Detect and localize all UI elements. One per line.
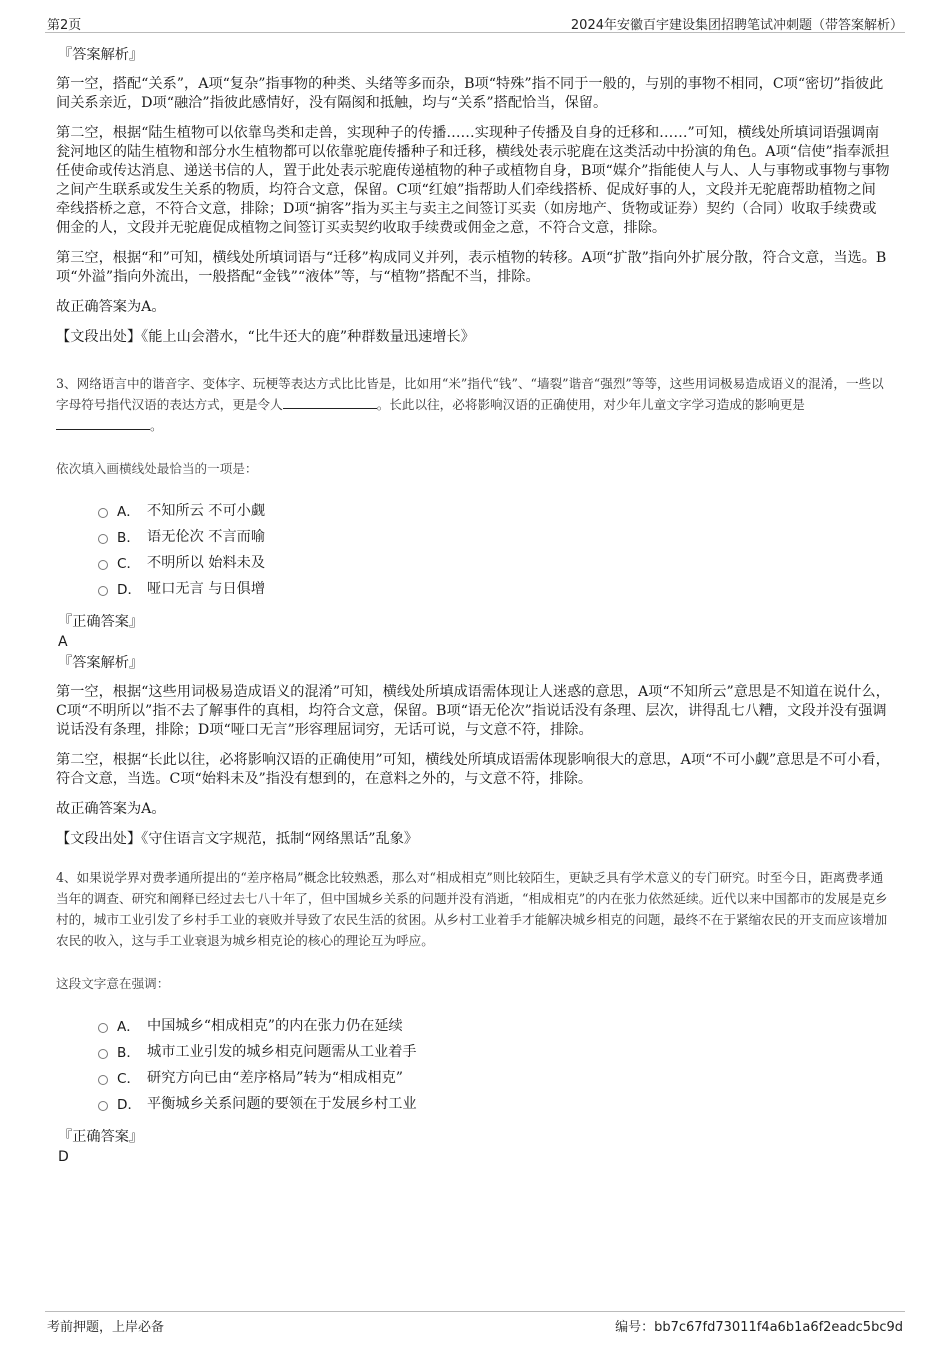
document-id: 编号：bb7c67fd73011f4a6b1a6f2eadc5bc9d: [615, 1320, 903, 1335]
radio-icon[interactable]: [98, 508, 108, 518]
q4-options: [98, 1012, 890, 1116]
q4-stem: 4、如果说学界对费孝通所提出的“差序格局”概念比较熟悉，那么对“相成相克”则比较陌生，更缺乏具有学术意义的专门研究。时至今日，距离费孝通当年的调查、研究和阐释已经过去七八十年了，但中国城乡关系的问题并没有消逝，“相成相克”的内在张力依然延续。近代以来中国都市的发展是克乡村的，城市工业引发了乡村手工业的衰败并导致了农民生活的贫困。从乡村工业着手才能解决城乡相克的问题，最终不在于紧缩农民的开支而应该增加农民的收入，这与手工业衰退为城乡相克论的核心的理论互为呼应。: [56, 870, 888, 948]
q3-analysis-p2: 第二空，根据“长此以往，必将影响汉语的正确使用”可知，横线处所填成语需体现影响很大的意思，A项“不可小觑”意思是不可小看，符合文意，当选。C项“始料未及”指没有想到的，在意料之外的，与文意不符，排除。: [56, 752, 890, 787]
q3-blank-2: [56, 417, 150, 430]
q2-analysis-p3: 第三空，根据“和”可知，横线处所填词语与“迁移”构成同义并列，表示植物的转移。A项“扩散”指向外扩展分散，符合文意，当选。B项“外溢”指向外流出，一般搭配“金钱”“液体”等，与“植物”搭配不当，排除。: [56, 250, 887, 285]
q3-instruction: 依次填入画横线处最恰当的一项是：: [56, 461, 258, 476]
q3-option-d[interactable]: D． 哑口无言 与日俱增: [98, 575, 890, 601]
q4-instruction: 这段文字意在强调：: [56, 976, 170, 991]
q4-answer: D: [58, 1149, 69, 1165]
radio-icon[interactable]: [98, 560, 108, 570]
radio-icon[interactable]: [98, 1075, 108, 1085]
page-header: [45, 14, 905, 33]
q2-analysis-heading: 『答案解析』: [58, 47, 144, 63]
q4-option-c[interactable]: C． 研究方向已由“差序格局”转为“相成相克”: [98, 1064, 890, 1090]
radio-icon[interactable]: [98, 534, 108, 544]
q3-option-a[interactable]: A． 不知所云 不可小觑: [98, 497, 890, 523]
page-number: 第2页: [47, 18, 82, 33]
document-title: 2024年安徽百宇建设集团招聘笔试冲刺题（带答案解析）: [570, 18, 903, 33]
q4-option-d[interactable]: D． 平衡城乡关系问题的要领在于发展乡村工业: [98, 1090, 890, 1116]
q3-conclusion: 故正确答案为A。: [56, 801, 166, 817]
q3-analysis-heading: 『答案解析』: [58, 655, 144, 671]
q3-option-c[interactable]: C． 不明所以 始料未及: [98, 549, 890, 575]
radio-icon[interactable]: [98, 586, 108, 596]
q2-conclusion: 故正确答案为A。: [56, 299, 166, 315]
page-footer: [45, 1311, 905, 1335]
radio-icon[interactable]: [98, 1101, 108, 1111]
document-body: [56, 46, 890, 1169]
q2-analysis-p2: 第二空，根据“陆生植物可以依靠鸟类和走兽，实现种子的传播……实现种子传播及自身的迁移和……”可知，横线处所填词语强调南瓮河地区的陆生植物和部分水生植物都可以依靠驼鹿传播种子和迁移，横线处表示驼鹿在这类活动中扮演的角色。A项“信使”指奉派担任使命或传达消息、递送书信的人，置于此处表示驼鹿传递植物的种子或植物自身，B项“媒介”指能使人与人、人与事物或事物与事物之间产生联系或发生关系的物质，均符合文意，保留。C项“红娘”指帮助人们牵线搭桥、促成好事的人，文段并无驼鹿帮助植物之间牵线搭桥之意，不符合文意，排除；D项“掮客”指为买主与卖主之间签订买卖（如房地产、货物或证券）契约（合同）收取手续费或佣金的人，文段并无驼鹿促成植物之间签订买卖契约收取手续费或佣金之意，不符合文意，排除。: [56, 125, 890, 236]
q3-analysis-p1: 第一空，根据“这些用词极易造成语义的混淆”可知，横线处所填成语需体现让人迷惑的意思，A项“不知所云”意思是不知道在说什么，C项“不明所以”指不去了解事件的真相，均符合文意，保留。B项“语无伦次”指说话没有条理、层次，讲得乱七八糟，文段并没有强调说话没有条理，排除；D项“哑口无言”形容理屈词穷，无话可说，与文意不符，排除。: [56, 684, 890, 738]
q3-source: 【文段出处】《守住语言文字规范，抵制“网络黑话”乱象》: [56, 831, 419, 847]
q3-answer-heading: 『正确答案』: [58, 614, 144, 630]
radio-icon[interactable]: [98, 1049, 108, 1059]
q3-stem: 3、网络语言中的谐音字、变体字、玩梗等表达方式比比皆是，比如用“米”指代“钱”、“墙裂”谐音“强烈”等等，这些用词极易造成语义的混淆，一些以字母符号指代汉语的表达方式，更是令人 。长此以往，必将影响汉语的正确使用，对少年儿童文字学习造成的影响更是 。: [56, 376, 884, 433]
q3-answer: A: [58, 634, 68, 650]
q3-option-b[interactable]: B． 语无伦次 不言而喻: [98, 523, 890, 549]
q4-option-a[interactable]: A． 中国城乡“相成相克”的内在张力仍在延续: [98, 1012, 890, 1038]
q3-options: [98, 497, 890, 601]
footer-slogan: 考前押题，上岸必备: [47, 1320, 165, 1335]
q3-blank-1: [283, 396, 377, 409]
q2-source: 【文段出处】《能上山会潜水，“比牛还大的鹿”种群数量迅速增长》: [56, 329, 475, 345]
q4-answer-heading: 『正确答案』: [58, 1129, 144, 1145]
q4-option-b[interactable]: B． 城市工业引发的城乡相克问题需从工业着手: [98, 1038, 890, 1064]
radio-icon[interactable]: [98, 1023, 108, 1033]
q2-analysis-p1: 第一空，搭配“关系”，A项“复杂”指事物的种类、头绪等多而杂，B项“特殊”指不同于一般的，与别的事物不相同，C项“密切”指彼此间关系亲近，D项“融洽”指彼此感情好，没有隔阂和抵触，均与“关系”搭配恰当，保留。: [56, 76, 884, 111]
